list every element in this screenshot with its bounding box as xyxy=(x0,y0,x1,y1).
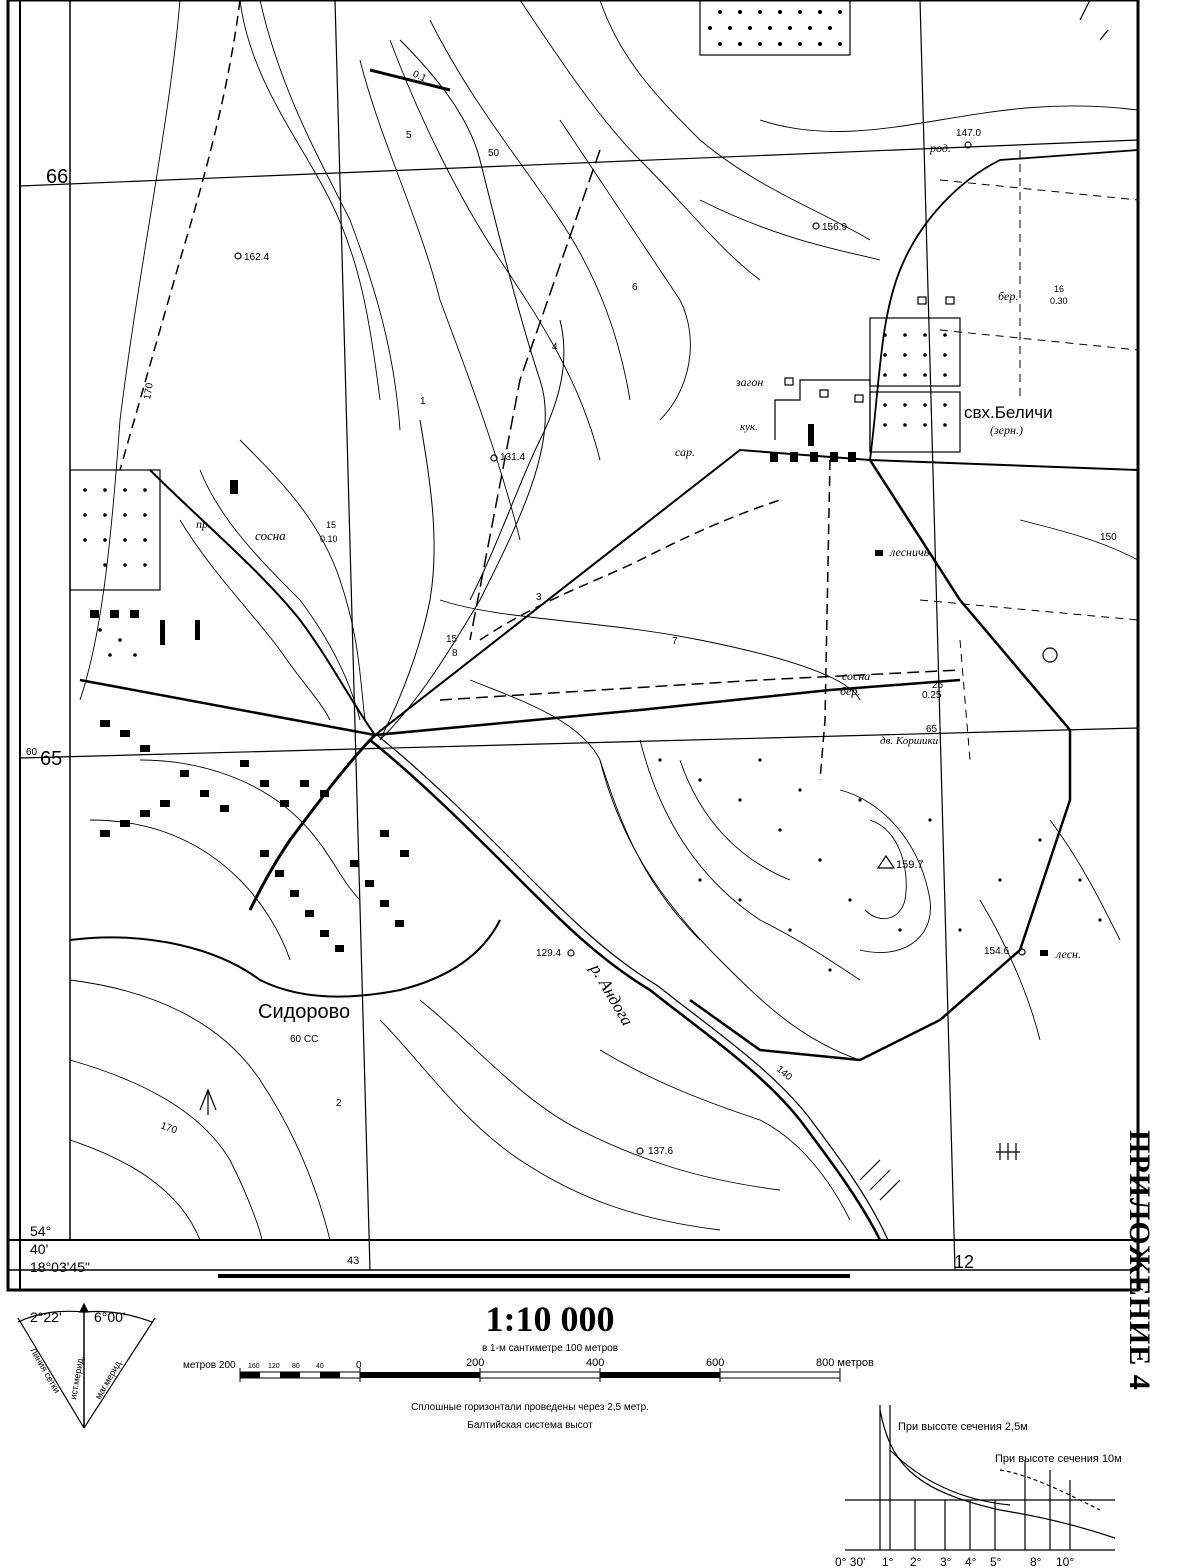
map-number: 7 xyxy=(672,636,678,647)
slope-tick: 2° xyxy=(910,1555,922,1568)
magnetic-meridian-label: маг.мерид. xyxy=(93,1357,125,1401)
slope-tick: 3° xyxy=(940,1555,952,1568)
kuk-label: кук. xyxy=(740,421,758,433)
height-system: Балтийская система высот xyxy=(467,1420,593,1431)
contour-label: 170 xyxy=(158,1120,179,1137)
roads xyxy=(70,0,1138,1060)
map-number: 15 xyxy=(446,634,458,645)
slope-tick: 10° xyxy=(1056,1555,1075,1568)
contour-label: 65 xyxy=(926,724,938,735)
map-number: 50 xyxy=(488,148,500,159)
grid-label-43: 43 xyxy=(347,1255,360,1267)
spot-height-label: 162.4 xyxy=(244,252,270,263)
grid-label-66: 66 xyxy=(46,166,69,188)
barn-label: сар. xyxy=(675,445,696,459)
pine-label: сосна xyxy=(255,528,286,543)
appendix-label: ПРИЛОЖЕНИЕ 4 xyxy=(1123,1130,1156,1391)
map-number: 8 xyxy=(452,648,458,659)
slope-tick: 0° 30' xyxy=(835,1555,866,1568)
slope-scale-labels xyxy=(835,1421,1122,1568)
slope-tick: 1° xyxy=(882,1555,894,1568)
scale-tick: 600 xyxy=(706,1357,725,1369)
forester-label: лесничь. xyxy=(890,545,933,559)
declination-angle-right: 6°00' xyxy=(94,1309,126,1325)
grid-labels xyxy=(26,166,974,1272)
birch-height: 16 xyxy=(1054,284,1065,294)
scale-small-tick: 120 xyxy=(268,1363,280,1370)
scale-small-tick: 40 xyxy=(316,1363,324,1370)
grid-label-12: 12 xyxy=(954,1252,975,1272)
pine-height: 15 xyxy=(326,520,337,530)
map-number: 6 xyxy=(632,282,638,293)
contour-label: 170 xyxy=(142,382,156,401)
pond-label: пр. xyxy=(196,517,211,531)
village-name: Сидорово xyxy=(258,1001,351,1023)
scale-tick: 400 xyxy=(586,1357,605,1369)
slope-tick: 4° xyxy=(965,1555,977,1568)
farm-note: (зерн.) xyxy=(990,423,1023,437)
map-number: 1 xyxy=(420,396,426,407)
scale-left-label: метров 200 xyxy=(183,1360,236,1371)
map-number: 5 xyxy=(406,130,412,141)
map-number: 3 xyxy=(536,592,542,603)
farm-outline xyxy=(775,297,954,450)
hamlet-name: дв. Коршики xyxy=(880,735,939,747)
spot-height-label: 154.6 xyxy=(984,946,1010,957)
pine-spacing: 0.10 xyxy=(320,534,338,544)
farm-name: свх.Беличи xyxy=(964,403,1053,422)
spot-height-label: 156.9 xyxy=(822,222,848,233)
map-number: 2 xyxy=(336,1098,342,1109)
mixed-height: 25 xyxy=(932,680,944,691)
map-number: 4 xyxy=(552,342,558,353)
corner-coordinates xyxy=(30,1223,90,1275)
grid-line-label: Линия сетки xyxy=(28,1346,63,1395)
map-number: 0.1 xyxy=(410,68,428,85)
scale-tick: 800 метров xyxy=(816,1357,874,1369)
spot-height-label: 137.6 xyxy=(648,1146,674,1157)
scale-small-tick: 80 xyxy=(292,1363,300,1370)
contour-note: Сплошные горизонтали проведены через 2,5 метр. xyxy=(411,1402,649,1413)
grid-label-65-prefix: 60 xyxy=(26,747,38,758)
scale-tick: 200 xyxy=(466,1357,485,1369)
contour-label: 140 xyxy=(774,1063,794,1084)
slope-label-top: При высоте сечения 2,5м xyxy=(898,1421,1028,1433)
slope-tick: 8° xyxy=(1030,1555,1042,1568)
slope-tick: 5° xyxy=(990,1555,1002,1568)
scale-bar-labels xyxy=(183,1357,874,1371)
contour-label: 150 xyxy=(1100,532,1117,543)
spot-height-markers xyxy=(235,142,1025,1154)
mixed-pine-label: сосна xyxy=(842,669,871,683)
birch-spacing: 0.30 xyxy=(1050,296,1068,306)
declination-angle-left: 2°22' xyxy=(30,1309,62,1325)
scale-small-tick: 160 xyxy=(248,1363,260,1370)
spot-height-label: 147.0 xyxy=(956,128,982,139)
pen-label: загон xyxy=(736,375,764,389)
birch-label: бер. xyxy=(998,289,1019,303)
scale-zero: 0 xyxy=(356,1360,362,1371)
spot-height-label: 131.4 xyxy=(500,452,526,463)
linear-scale-bar xyxy=(240,1368,840,1382)
corner-lon: 18°03'45" xyxy=(30,1259,90,1275)
village-note: 60 СС xyxy=(290,1034,319,1045)
mixed-birch-label: бер. xyxy=(840,684,861,698)
spring-label: род. xyxy=(930,141,951,155)
slope-label-right: При высоте сечения 10м xyxy=(995,1453,1122,1465)
forester-label-2: лесн. xyxy=(1056,947,1081,961)
vegetation-labels xyxy=(255,284,1068,701)
mixed-spacing: 0.25 xyxy=(922,690,942,701)
scale-title: 1:10 000 xyxy=(485,1299,615,1339)
grid-lines xyxy=(20,0,1138,1270)
misc-map-numbers xyxy=(336,69,678,1109)
grid-label-65: 65 xyxy=(40,748,63,770)
true-meridian-label: ист.мерид. xyxy=(68,1355,86,1401)
corner-lat-min: 40' xyxy=(30,1241,49,1257)
map-frame xyxy=(8,0,1138,1290)
place-labels xyxy=(196,141,1081,1045)
river-name: р. Андога xyxy=(586,960,638,1029)
village-buildings xyxy=(90,424,1048,956)
corner-lat-deg: 54° xyxy=(30,1223,52,1239)
spot-height-label: 159.7 xyxy=(896,859,924,871)
scale-subtitle: в 1-м сантиметре 100 метров xyxy=(481,1343,619,1354)
spot-height-label: 129.4 xyxy=(536,948,562,959)
